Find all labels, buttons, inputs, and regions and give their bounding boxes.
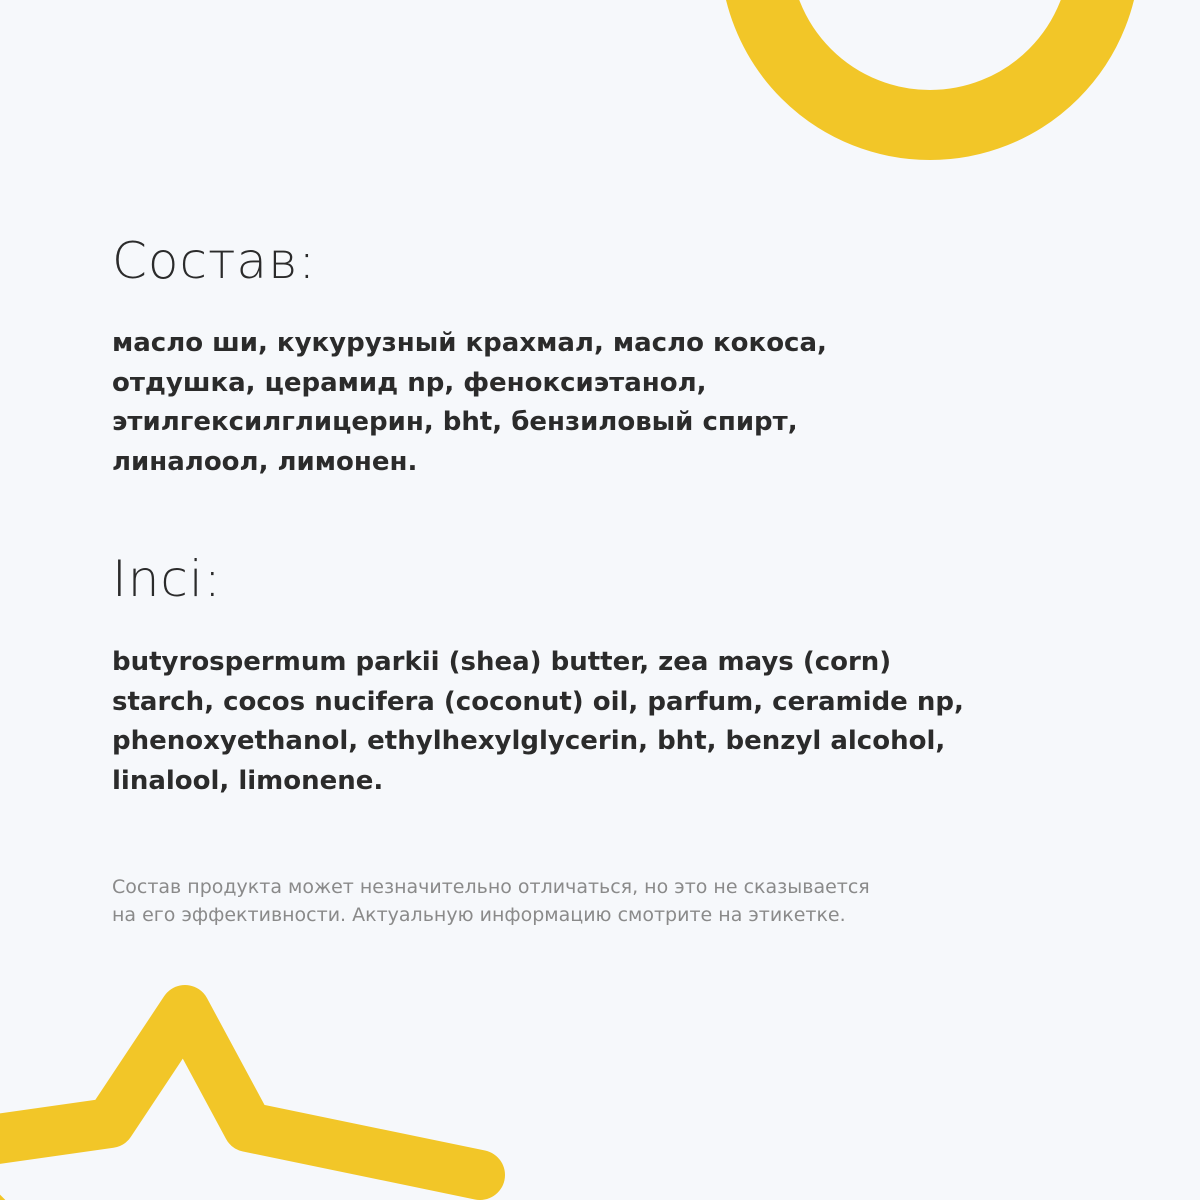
inci-line: linalool, limonene. <box>112 765 384 796</box>
inci-text <box>112 643 1132 801</box>
composition-line: отдушка, церамид np, феноксиэтанол, <box>112 367 707 398</box>
composition-line: масло ши, кукурузный крахмал, масло кокоса, <box>112 328 827 358</box>
yellow-ring-icon <box>700 0 1160 180</box>
composition-text <box>112 324 1112 482</box>
inci-line: phenoxyethanol, ethylhexylglycerin, bht, benzyl alcohol, <box>112 726 946 756</box>
disclaimer-note <box>112 873 1102 929</box>
composition-line: этилгексилглицерин, bht, бензиловый спирт, <box>112 407 798 437</box>
composition-heading: Состав: <box>112 232 317 290</box>
disclaimer-line: Состав продукта может незначительно отличаться, но это не сказывается <box>112 876 870 898</box>
inci-line: starch, cocos nucifera (coconut) oil, parfum, ceramide np, <box>112 686 964 717</box>
inci-heading: Inci: <box>112 550 222 608</box>
yellow-star-icon <box>0 980 520 1200</box>
composition-line: линалоол, лимонен. <box>112 446 418 477</box>
inci-line: butyrospermum parkii (shea) butter, zea mays (corn) <box>112 647 892 677</box>
disclaimer-line: на его эффективности. Актуальную информацию смотрите на этикетке. <box>112 904 846 926</box>
